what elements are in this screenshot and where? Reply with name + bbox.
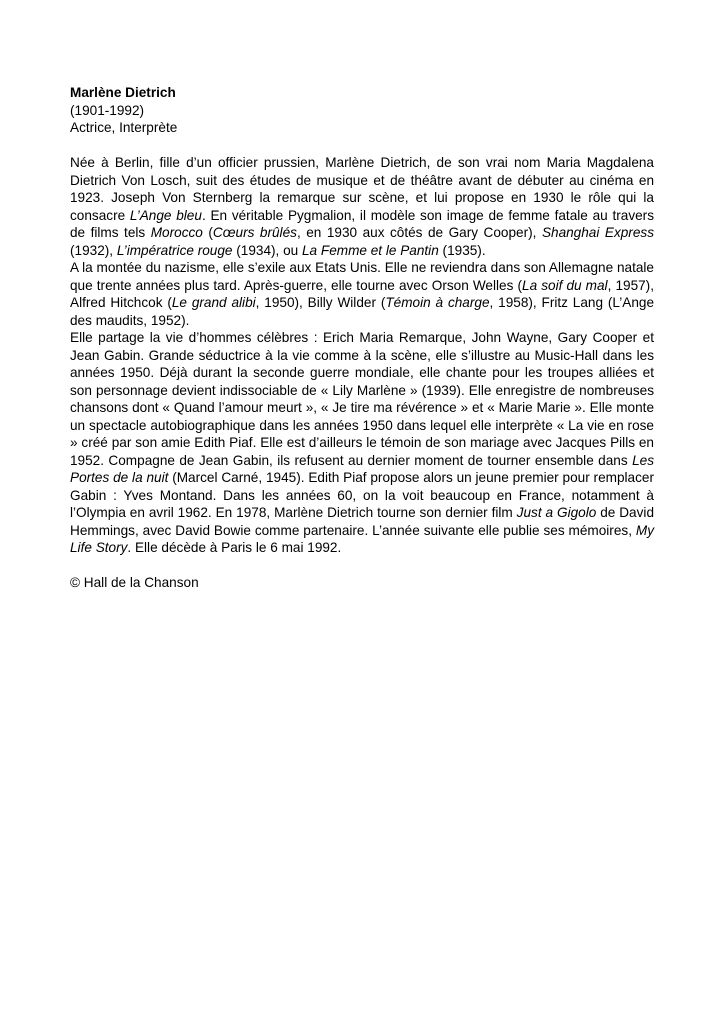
italic-title-run: L’Ange bleu bbox=[129, 207, 202, 223]
text-run: ( bbox=[202, 225, 213, 240]
text-run: , 1957), Alfred Hitchcok ( bbox=[70, 277, 654, 310]
text-run: A la montée du nazisme, elle s’exile aux Etats Unis. Elle ne reviendra dans son Allemagne natale que trente années plus tard. Après-guerre, elle tourne avec Orson Welles ( bbox=[70, 260, 654, 293]
italic-title-run: Shanghai Express bbox=[541, 225, 654, 240]
italic-title-run: My Life Story bbox=[70, 522, 654, 555]
italic-title-run: Cœurs brûlés bbox=[212, 225, 297, 240]
italic-title-run: La Femme et le Pantin bbox=[302, 242, 439, 258]
spacer bbox=[70, 137, 654, 155]
italic-title-run: Just a Gigolo bbox=[516, 505, 597, 520]
text-run: (Marcel Carné, 1945). Edith Piaf propose alors un jeune premier pour remplacer Gabin : Yves Montand. Dans les années 60, on la voit beaucoup en France, notamment à l’Olympia en avril 1962. En 1978, Marlène Dietrich tourne son dernier film bbox=[70, 470, 654, 520]
italic-title-run: La soif du mal bbox=[522, 277, 608, 293]
text-run: , 1958), Fritz Lang (L’Ange des maudits, 1952). bbox=[70, 295, 655, 328]
italic-title-run: Témoin à charge bbox=[385, 295, 490, 310]
text-run: (1934), ou bbox=[232, 242, 302, 258]
biography-paragraph-1 bbox=[70, 154, 654, 259]
artist-dates: (1901-1992) bbox=[70, 102, 145, 118]
biography-paragraph-3 bbox=[70, 329, 654, 557]
document-page bbox=[70, 84, 654, 592]
text-run: (1935). bbox=[438, 242, 486, 258]
text-run: Née à Berlin, fille d’un officier prussien, Marlène Dietrich, de son vrai nom Maria Magdalena Dietrich Von Losch, suit des études de musique et de théâtre avant de débuter au cinéma en 1923. Joseph Von Sternberg la remarque sur scène, et lui propose en 1930 le rôle qui la consacre bbox=[70, 155, 654, 223]
italic-title-run: Les Portes de la nuit bbox=[70, 452, 654, 485]
text-run: de David Hemmings, avec David Bowie comme partenaire. L’année suivante elle publie ses mémoires, bbox=[70, 505, 654, 538]
italic-title-run: L’impératrice rouge bbox=[116, 242, 233, 258]
artist-roles: Actrice, Interprète bbox=[70, 120, 178, 135]
text-run: . En véritable Pygmalion, il modèle son image de femme fatale au travers de films tels bbox=[70, 207, 654, 240]
text-run: . Elle décède à Paris le 6 mai 1992. bbox=[127, 540, 342, 555]
artist-name: Marlène Dietrich bbox=[70, 85, 176, 100]
text-run: (1932), bbox=[70, 242, 117, 258]
text-run: , en 1930 aux côtés de Gary Cooper), bbox=[296, 225, 542, 240]
text-run: , 1950), Billy Wilder ( bbox=[255, 295, 386, 310]
italic-title-run: Le grand alibi bbox=[171, 295, 256, 310]
italic-title-run: Morocco bbox=[150, 225, 203, 240]
text-run: Elle partage la vie d’hommes célèbres : Erich Maria Remarque, John Wayne, Gary Cooper et Jean Gabin. Grande séductrice à la vie comme à la scène, elle s’illustre au Music-Hall dans les années 1950. Déjà durant la seconde guerre mondiale, elle chante pour les troupes alliées et son personnage devient indissociable de « Lily Marlène » (1939). Elle enregistre de nombreuses chansons dont « Quand l’amour meurt », « Je tire ma révérence » et « Marie Marie ». Elle monte un spectacle autobiographique dans les années 1950 dans lequel elle interprète « La vie en rose » créé par son amie Edith Piaf. Elle est d’ailleurs le témoin de son mariage avec Jacques Pills en 1952. Compagne de Jean Gabin, ils refusent au dernier moment de tourner ensemble dans bbox=[70, 330, 654, 468]
biography-paragraph-2 bbox=[70, 259, 654, 329]
copyright-notice: © Hall de la Chanson bbox=[70, 575, 199, 590]
